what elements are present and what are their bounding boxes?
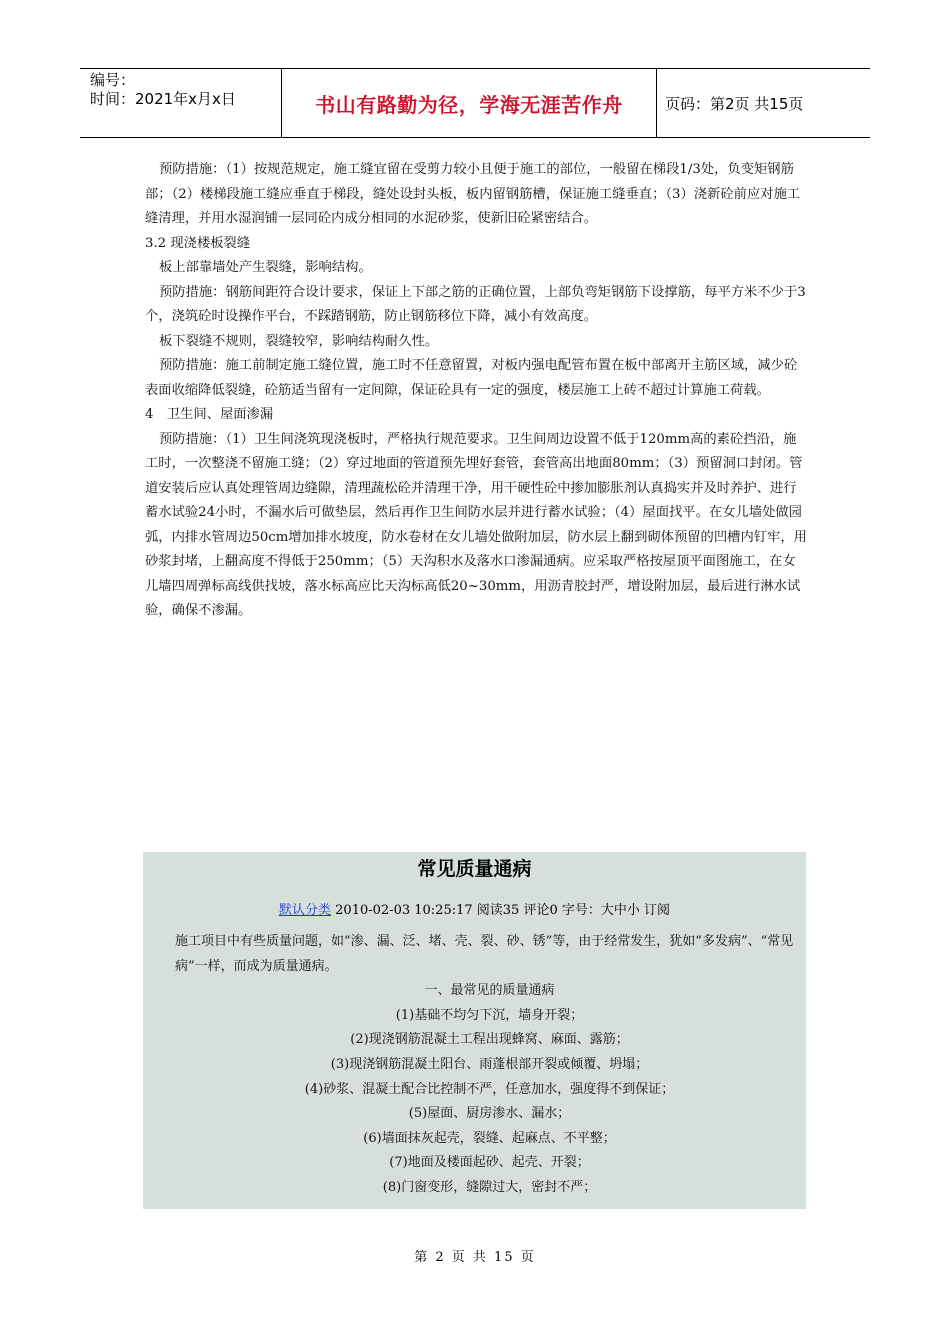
list-item: (5)屋面、厨房渗水、漏水； — [408, 1106, 571, 1122]
article-section-heading: 一、最常见的质量通病 — [424, 983, 555, 999]
header-motto: 书山有路勤为径，学海无涯苦作舟 — [282, 69, 657, 137]
paragraph-upper-crack-prevention: 预防措施：钢筋间距符合设计要求，保证上下部之筋的正确位置，上部负弯矩钢筋下设撑筋，每平方米不少于3个，浇筑砼时设操作平台，不踩踏钢筋，防止钢筋移位下降，减小有效高度。 — [145, 284, 806, 324]
paragraph-upper-crack: 板上部靠墙处产生裂缝，影响结构。 — [159, 260, 372, 275]
paragraph-leakage-prevention: 预防措施：（1）卫生间浇筑现浇板时，严格执行规范要求。卫生间周边设置不低于120mm高的素砼挡沿，施工时，一次整浇不留施工缝；（2）穿过地面的管道预先埋好套管，套管高出地面80mm；（3）预留洞口封闭。管道安装后应认真处理管周边缝隙，清理蔬松砼并清理干净，用干硬性砼中掺加膨胀剂认真捣实并及时养护、进行蓄水试验24小时，不漏水后可做垫层，然后再作卫生间防水层并进行蓄水试验；（4）屋面找平。在女儿墙处做园弧，内排水管周边50cm增加排水坡度，防水卷材在女儿墙处做附加层，防水层上翻到砌体预留的凹槽内钉牢，用砂浆封堵，上翻高度不得低于250mm；（5）天沟积水及落水口渗漏通病。应采取严格按屋顶平面图施工，在女儿墙四周弹标高线供找坡，落水标高应比天沟标高低20~30mm，用沥青胶封严，增设附加层，最后进行淋水试验，确保不渗漏。 — [145, 431, 807, 618]
list-item: (2)现浇钢筋混凝土工程出现蜂窝、麻面、露筋； — [350, 1032, 629, 1048]
list-item: (3)现浇钢筋混凝土阳台、雨蓬根部开裂或倾覆、坍塌； — [330, 1056, 649, 1072]
article-intro: 施工项目中有些质量问题，如“渗、漏、泛、堵、壳、裂、砂、锈”等，由于经常发生，犹如“多发病”、“常见病”一样，而成为质量通病。 — [175, 934, 794, 974]
document-date-label: 时间：2021年x月x日 — [90, 90, 236, 108]
header-info-cell — [80, 69, 282, 137]
paragraph-lower-crack-prevention: 预防措施：施工前制定施工缝位置，施工时不任意留置，对板内强电配管布置在板中部离开主筋区域，减少砼表面收缩降低裂缝，砼筋适当留有一定间隙，保证砼具有一定的强度，楼层施工上砖不超过计算施工荷载。 — [145, 358, 798, 398]
paragraph-lower-crack: 板下裂缝不规则，裂缝较窄，影响结构耐久性。 — [159, 333, 439, 349]
list-item: (1)基础不均匀下沉，墙身开裂； — [395, 1007, 584, 1023]
header-page-number: 页码：第2页 共15页 — [665, 94, 804, 113]
document-number-label: 编号： — [90, 71, 136, 89]
category-link[interactable]: 默认分类 — [279, 903, 332, 918]
article-body — [175, 930, 804, 1201]
document-body — [145, 158, 807, 624]
page-header — [80, 68, 870, 138]
list-item: (6)墙面抹灰起壳，裂缝、起麻点、不平整； — [363, 1130, 616, 1146]
list-item: (8)门窗变形，缝隙过大，密封不严； — [382, 1179, 597, 1195]
section-heading-leakage: 4 卫生间、屋面渗漏 — [145, 407, 274, 422]
paragraph-stair-joint-prevention: 预防措施：（1）按规范规定，施工缝宜留在受剪力较小且便于施工的部位，一般留在梯段1/3处，负变矩钢筋部；（2）楼梯段施工缝应垂直于梯段，缝处设封头板，板内留钢筋槽，保证施工缝垂直；（3）浇新砼前应对施工缝清理，并用水湿润铺一层同砼内成分相同的水泥砂浆，使新旧砼紧密结合。 — [145, 162, 801, 226]
article-meta-text: 2010-02-03 10:25:17 阅读35 评论0 字号：大中小 订阅 — [331, 903, 670, 918]
article-excerpt-box — [143, 852, 806, 1209]
page-footer: 第 2 页 共 15 页 — [414, 1250, 536, 1265]
article-title: 常见质量通病 — [417, 858, 532, 880]
list-item: (7)地面及楼面起砂、起壳、开裂； — [389, 1155, 590, 1171]
section-heading-floor-cracks: 3.2 现浇楼板裂缝 — [145, 235, 251, 251]
article-meta — [143, 902, 806, 920]
list-item: (4)砂浆、混凝土配合比控制不严，任意加水，强度得不到保证； — [304, 1081, 675, 1097]
